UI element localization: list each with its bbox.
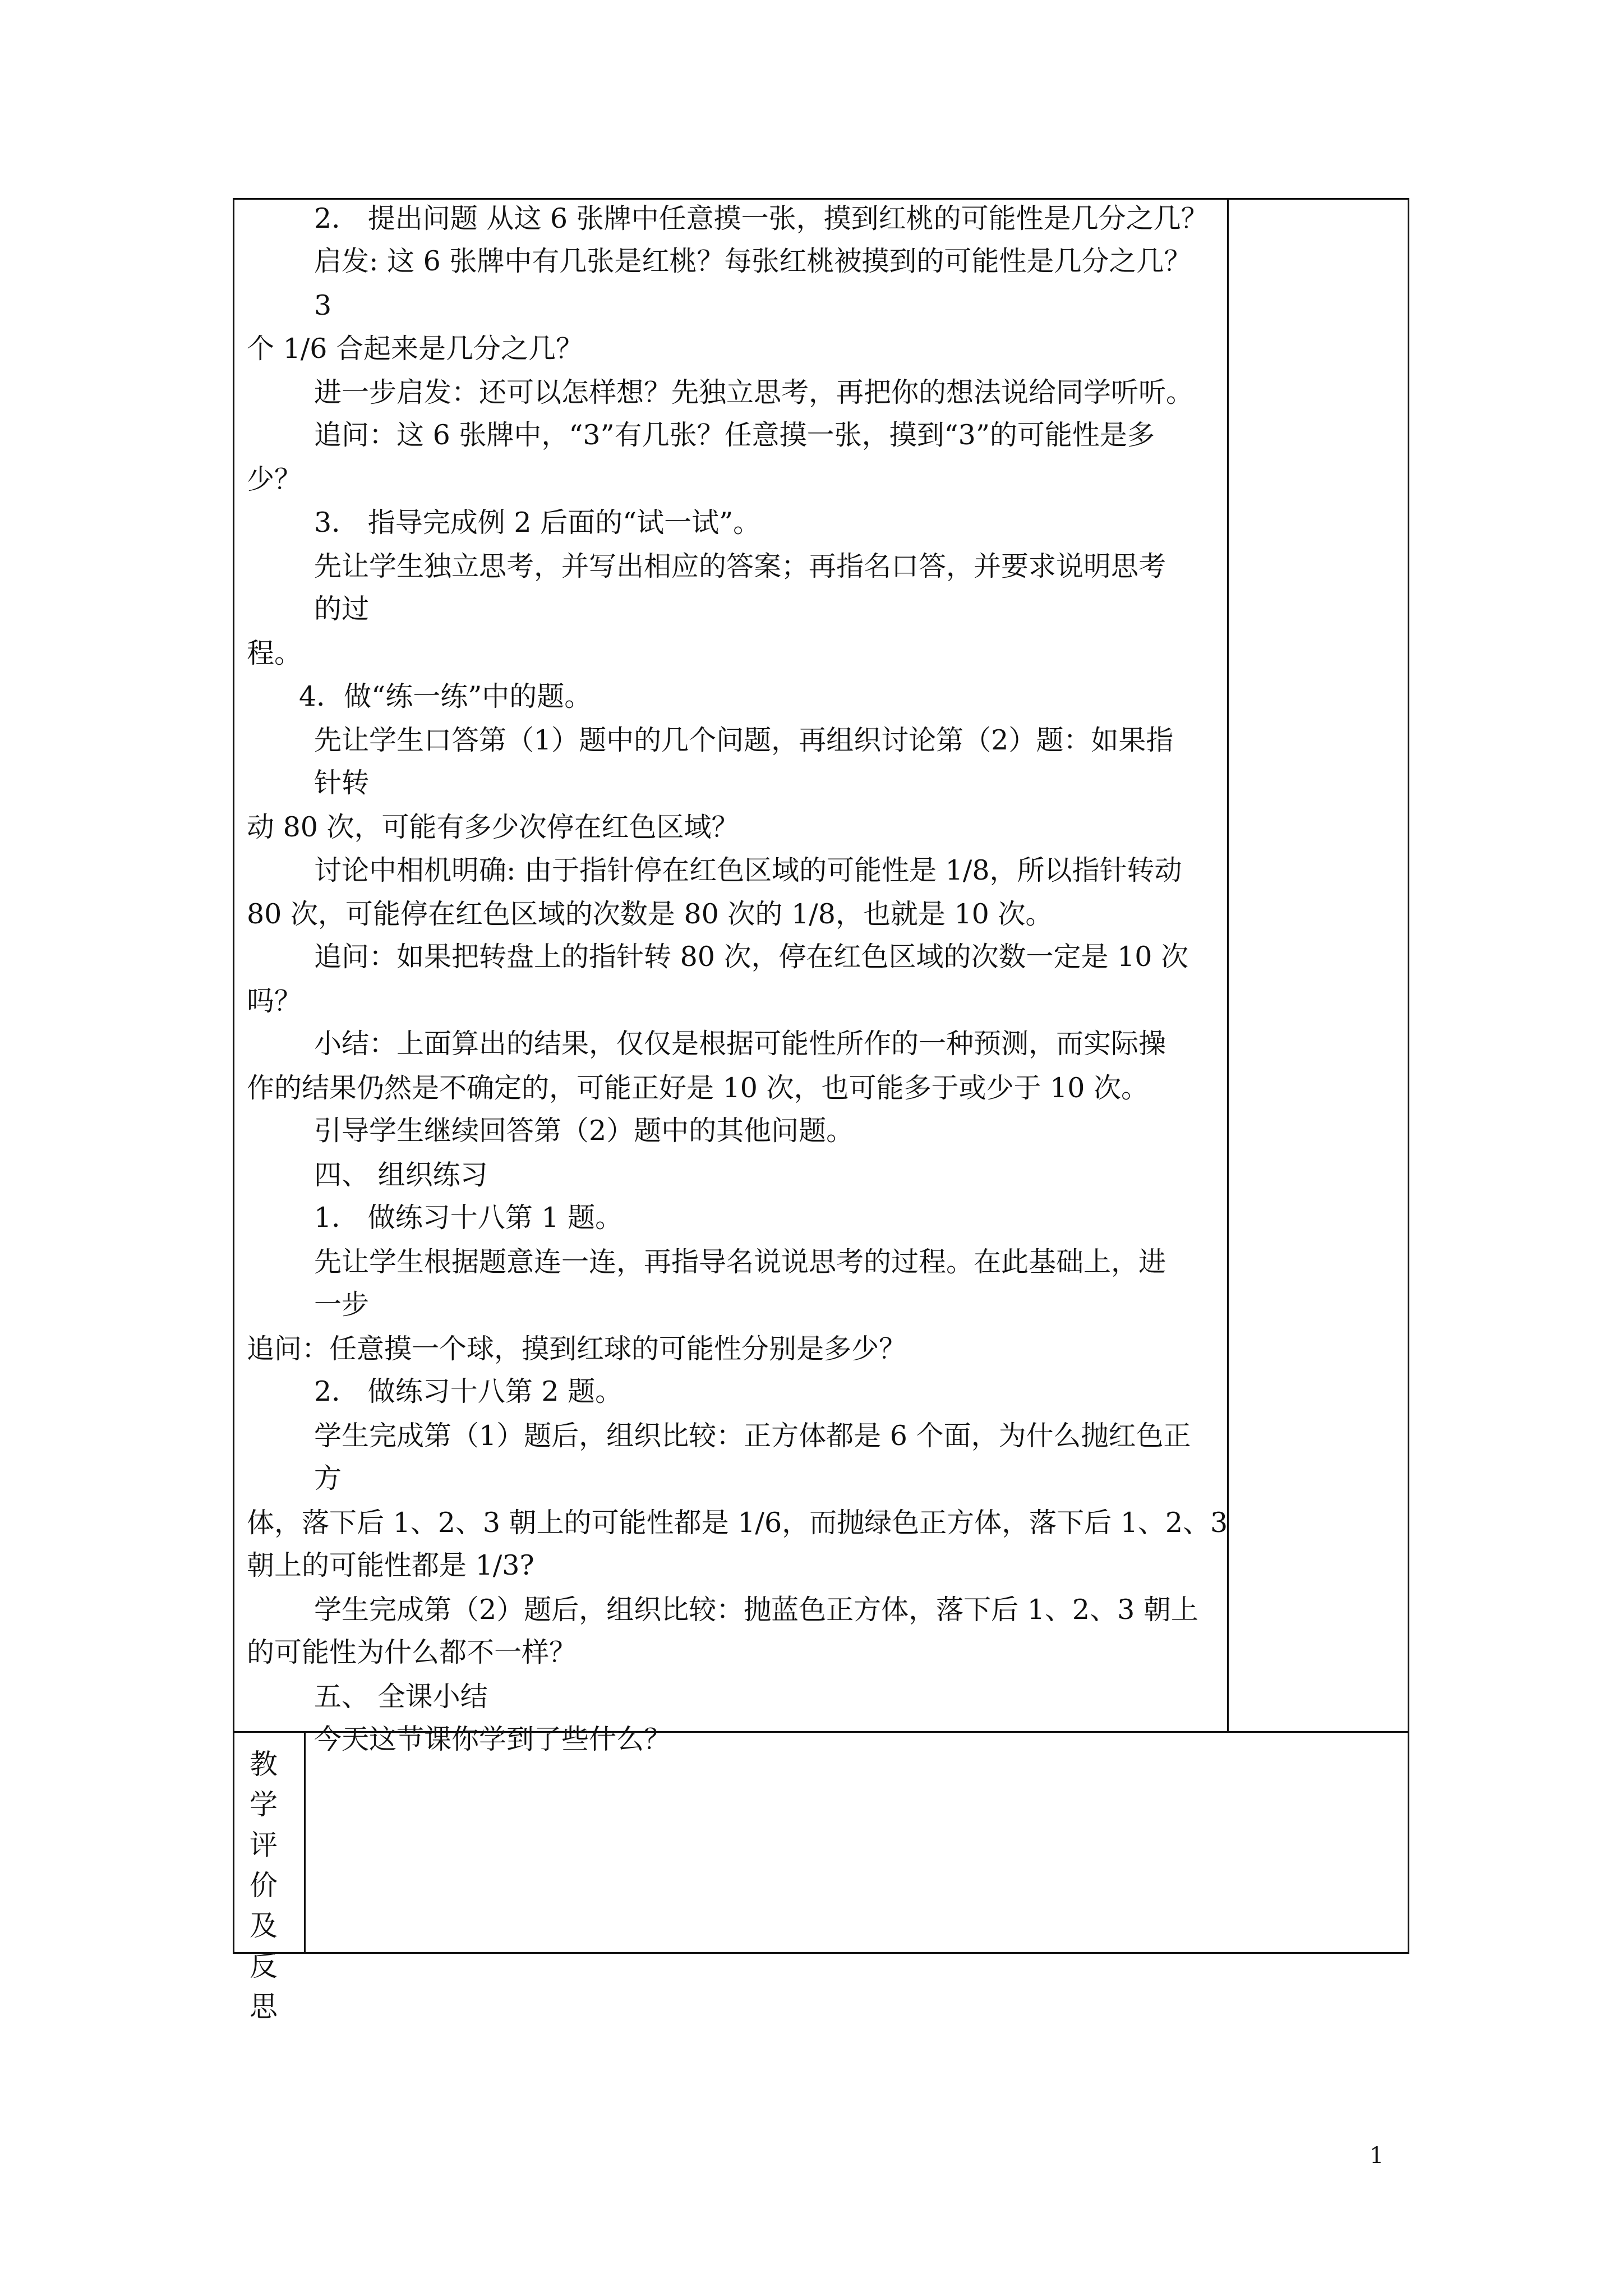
body-line: 讨论中相机明确: 由于指针停在红色区域的可能性是 1/8，所以指针转动 xyxy=(314,854,1182,886)
body-line: 动 80 次，可能有多少次停在红色区域？ xyxy=(247,811,739,843)
body-line: 追问：这 6 张牌中，“3”有几张？任意摸一张，摸到“3”的可能性是多 xyxy=(314,419,1155,451)
reflection-label-char: 教 xyxy=(250,1748,278,1780)
body-line: 程。 xyxy=(247,637,302,669)
body-line: 先让学生独立思考，并写出相应的答案；再指名口答，并要求说明思考 xyxy=(314,550,1166,582)
body-line: 3． 指导完成例 2 后面的“试一试”。 xyxy=(314,507,761,539)
body-line: 2． 提出问题 从这 6 张牌中任意摸一张，摸到红桃的可能性是几分之几？ xyxy=(314,203,1209,234)
reflection-label-char: 反 xyxy=(250,1950,278,1982)
body-line: 追问：如果把转盘上的指针转 80 次，停在红色区域的次数一定是 10 次 xyxy=(314,941,1189,973)
body-line: 1． 做练习十八第 1 题。 xyxy=(314,1202,623,1234)
reflection-label-char: 评 xyxy=(250,1829,278,1861)
reflection-label-char: 学 xyxy=(250,1788,278,1821)
body-line: 作的结果仍然是不确定的，可能正好是 10 次，也可能多于或少于 10 次。 xyxy=(247,1072,1149,1104)
body-line: 进一步启发：还可以怎样想？先独立思考，再把你的想法说给同学听听。 xyxy=(314,376,1194,408)
right-column-divider xyxy=(1227,198,1229,1733)
body-line: 启发: 这 6 张牌中有几张是红桃？每张红桃被摸到的可能性是几分之几？ xyxy=(314,245,1192,277)
reflection-label-divider xyxy=(304,1731,306,1954)
body-line: 今天这节课你学到了些什么？ xyxy=(314,1723,672,1755)
body-line: 针转 xyxy=(314,767,370,799)
body-line: 方 xyxy=(314,1462,342,1494)
body-line: 一步 xyxy=(314,1289,370,1320)
body-line: 80 次，可能停在红色区域的次数是 80 次的 1/8，也就是 10 次。 xyxy=(247,898,1053,930)
body-line: 引导学生继续回答第（2）题中的其他问题。 xyxy=(314,1115,854,1147)
body-line: 小结：上面算出的结果，仅仅是根据可能性所作的一种预测，而实际操 xyxy=(314,1028,1166,1060)
body-line: 少？ xyxy=(247,463,302,495)
body-line: 体，落下后 1、2、3 朝上的可能性都是 1/6，而抛绿色正方体，落下后 1、2、3 xyxy=(247,1507,1228,1539)
body-line: 追问：任意摸一个球，摸到红球的可能性分别是多少？ xyxy=(247,1333,907,1365)
body-line: 学生完成第（1）题后，组织比较：正方体都是 6 个面，为什么抛红色正 xyxy=(314,1420,1191,1452)
body-line: 4．做“练一练”中的题。 xyxy=(299,680,592,712)
reflection-label-char: 思 xyxy=(250,1990,278,2023)
body-line: 的可能性为什么都不一样？ xyxy=(247,1636,577,1668)
body-line: 四、 组织练习 xyxy=(314,1159,488,1191)
body-line: 3 xyxy=(314,289,332,321)
reflection-label-char: 价 xyxy=(250,1869,278,1902)
body-line: 朝上的可能性都是 1/3? xyxy=(247,1549,534,1581)
reflection-label-char: 及 xyxy=(250,1910,278,1942)
body-line: 2． 做练习十八第 2 题。 xyxy=(314,1375,623,1407)
body-line: 先让学生根据题意连一连，再指导名说说思考的过程。在此基础上，进 xyxy=(314,1246,1166,1278)
page-number: 1 xyxy=(1370,2143,1384,2169)
body-line: 学生完成第（2）题后，组织比较：抛蓝色正方体，落下后 1、2、3 朝上 xyxy=(314,1594,1198,1626)
body-line: 五、 全课小结 xyxy=(314,1681,488,1713)
body-line: 先让学生口答第（1）题中的几个问题，再组织讨论第（2）题：如果指 xyxy=(314,724,1174,756)
body-line: 的过 xyxy=(314,593,370,625)
body-line: 吗？ xyxy=(247,985,302,1017)
body-line: 个 1/6 合起来是几分之几？ xyxy=(247,333,584,365)
